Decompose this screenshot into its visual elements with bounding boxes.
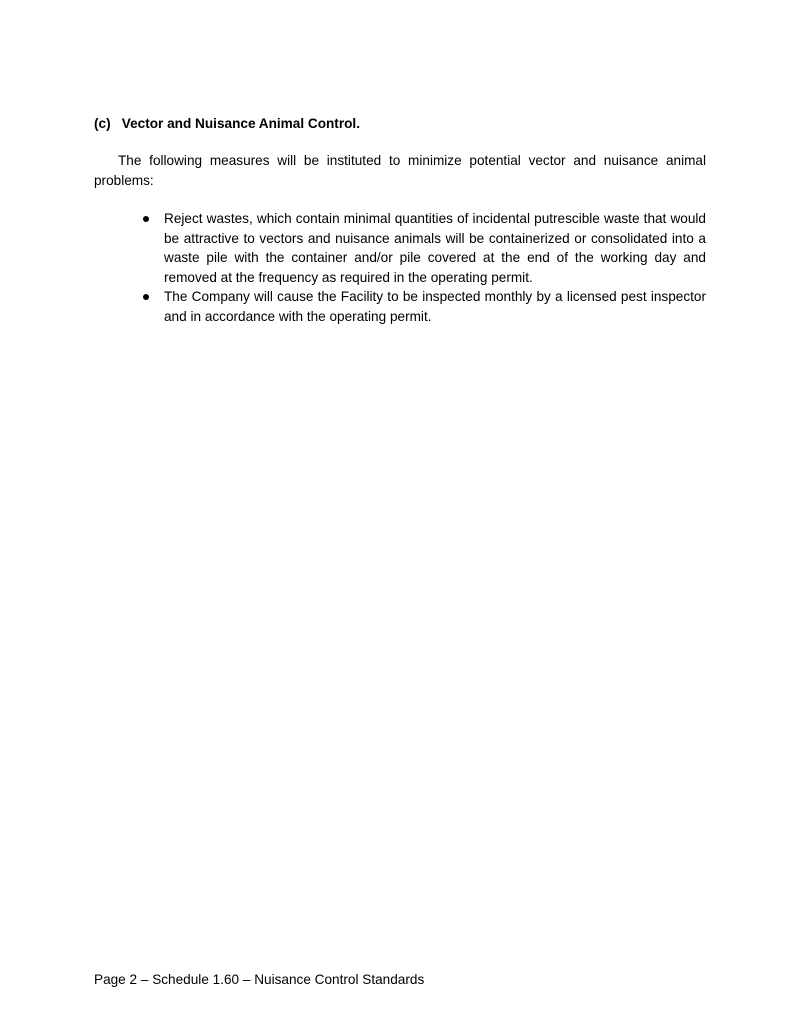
bullet-icon (143, 294, 149, 300)
section-title: Vector and Nuisance Animal Control. (121, 116, 360, 131)
page-footer: Page 2 – Schedule 1.60 – Nuisance Control Standards (94, 972, 425, 987)
intro-paragraph: The following measures will be instituted to minimize potential vector and nuisance animal problems: (94, 153, 706, 188)
bullet-list (94, 209, 706, 326)
list-item (94, 287, 706, 326)
section-id: (c) (94, 116, 111, 131)
section-heading (94, 114, 360, 134)
bullet-icon (143, 216, 149, 222)
bullet-text: Reject wastes, which contain minimal quantities of incidental putrescible waste that would be attractive to vectors and nuisance animals will be containerized or consolidated into a waste pile with the container and/or pile covered at the end of the working day and removed at the frequency as required in the operating permit. (164, 211, 706, 285)
list-item (94, 209, 706, 287)
bullet-text: The Company will cause the Facility to be inspected monthly by a licensed pest inspector and in accordance with the operating permit. (164, 289, 706, 324)
